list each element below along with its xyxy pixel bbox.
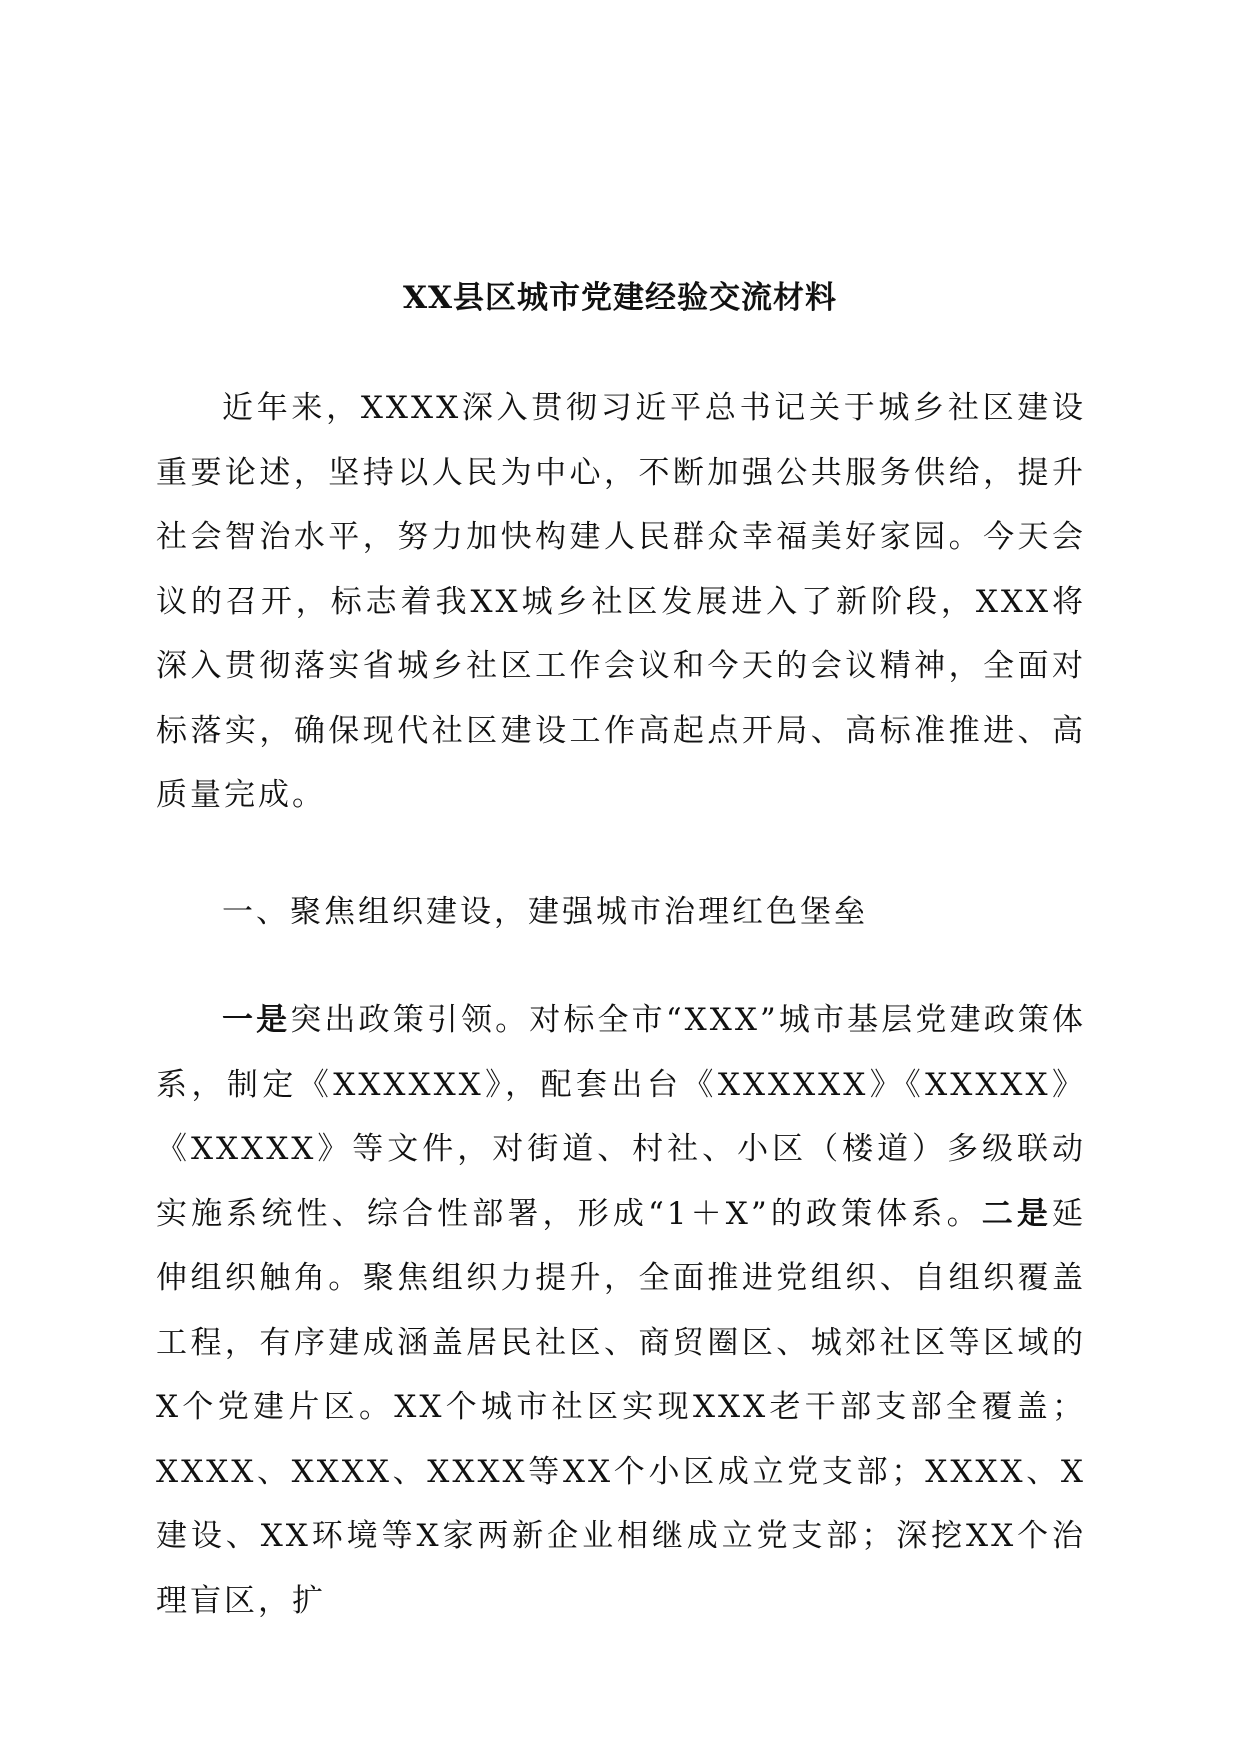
document-title: XX县区城市党建经验交流材料	[402, 280, 838, 316]
section-1-paragraph	[156, 988, 1086, 1633]
point-1-lead: 一是	[222, 1002, 291, 1038]
point-2-text: 延伸组织触角。聚焦组织力提升，全面推进党组织、自组织覆盖工程，有序建成涵盖居民社区、商贸圈区、城郊社区等区域的X个党建片区。XX个城市社区实现XXX老干部支部全覆盖；XXXX、XXXX、XXXX等XX个小区成立党支部；XXXX、X建设、XX环境等X家两新企业相继成立党支部；深挖XX个治理盲区，扩	[156, 1195, 1086, 1619]
point-1-text: 突出政策引领。对标全市“XXX”城市基层党建政策体系，制定《XXXXXX》，配套出台《XXXXXX》《XXXXX》《XXXXX》等文件，对街道、村社、小区（楼道）多级联动实施系统性、综合性部署，形成“1＋X”的政策体系。	[156, 1002, 1086, 1232]
point-2-lead: 二是	[981, 1195, 1052, 1232]
intro-paragraph: 近年来，XXXX深入贯彻习近平总书记关于城乡社区建设重要论述，坚持以人民为中心，不断加强公共服务供给，提升社会智治水平，努力加快构建人民群众幸福美好家园。今天会议的召开，标志着我XX城乡社区发展进入了新阶段，XXX将深入贯彻落实省城乡社区工作会议和今天的会议精神，全面对标落实，确保现代社区建设工作高起点开局、高标准推进、高质量完成。	[156, 390, 1086, 813]
section-1-heading: 一、聚焦组织建设，建强城市治理红色堡垒	[222, 894, 868, 930]
